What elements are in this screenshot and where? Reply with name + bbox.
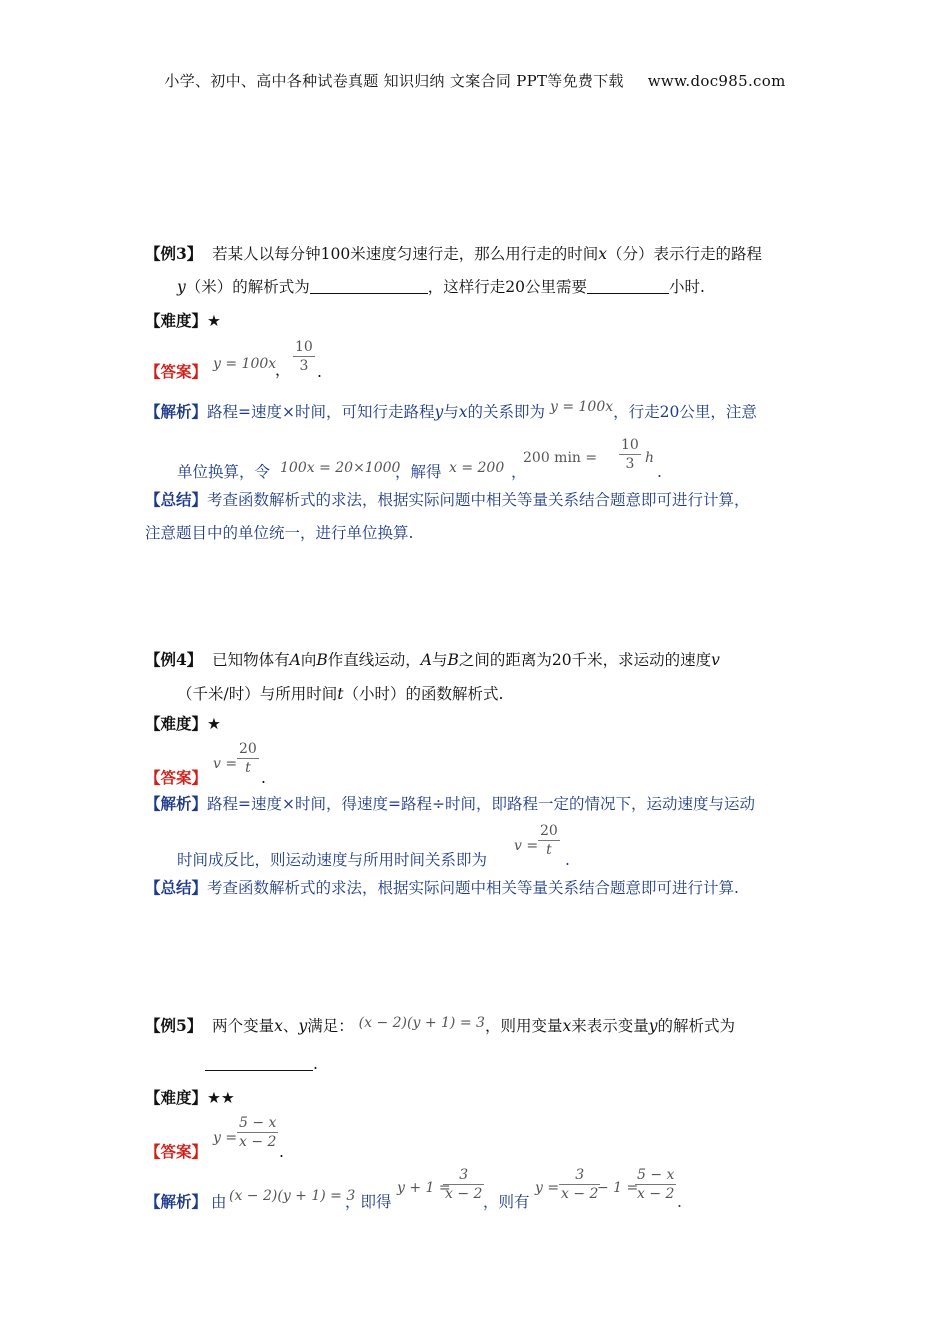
ex3-analysis-fraction: $\frac{10}{3}$ [621, 437, 639, 472]
ex4-analysis-label: 【解析】 [145, 794, 208, 813]
ex5-blank [205, 1054, 313, 1071]
ex5-analysis-expr1: (x − 2)(y + 1) = 3 [229, 1188, 356, 1204]
ex3-difficulty [145, 309, 221, 333]
ex5-question-expr: (x − 2)(y + 1) = 3 [358, 1015, 485, 1031]
ex3-blank-1 [310, 277, 428, 294]
ex5-label: 【例5】 [145, 1016, 203, 1035]
ex5-answer-fraction: $\frac{5 - x}{x - 2}$ [239, 1115, 277, 1150]
ex5-difficulty-stars: ★★ [207, 1089, 235, 1107]
ex3-answer-label: 【答案】 [145, 362, 208, 381]
ex3-analysis-line1: 【解析】路程=速度×时间，可知行走路程y与x的关系即为 y = 100x，行走20公里，注意 [145, 399, 757, 421]
ex5-answer-label: 【答案】 [145, 1142, 208, 1161]
page-header [0, 70, 950, 91]
ex3-answer-end: . [317, 363, 322, 381]
ex3-answer-fraction: $\frac{10}{3}$ [295, 339, 313, 374]
ex4-difficulty [145, 712, 221, 736]
ex3-question-line2 [177, 275, 705, 299]
ex4-summary-label: 【总结】 [145, 878, 208, 897]
ex5-question-line1: 【例5】 两个变量x、y满足： (x − 2)(y + 1) = 3，则用变量x来表示变量y的解析式为 [145, 1015, 735, 1035]
ex3-q1: 若某人以每分钟100米速度匀速行走，那么用行走的时间 [212, 245, 599, 263]
ex4-summary: 【总结】考查函数解析式的求法，根据实际问题中相关等量关系结合题意即可进行计算. [145, 878, 739, 897]
ex5-difficulty [145, 1086, 235, 1110]
ex3-analysis-expr-sol: x = 200 [449, 460, 505, 476]
ex3-summary-label: 【总结】 [145, 490, 208, 509]
ex3-q2b: ，这样行走20公里需要 [427, 278, 588, 296]
ex3-var-x: x [598, 245, 607, 263]
ex5-question-line2: . [205, 1052, 318, 1076]
ex5-analysis-fraction1: $\frac{3}{x - 2}$ [445, 1167, 483, 1202]
ex3-q2c: 小时. [669, 278, 705, 296]
ex3-var-y: y [177, 278, 186, 296]
ex3-q2a: （米）的解析式为 [185, 278, 310, 296]
ex3-analysis-expr: y = 100x [549, 399, 614, 415]
ex3-summary-line1: 【总结】考查函数解析式的求法，根据实际问题中相关等量关系结合题意即可进行计算， [145, 490, 750, 509]
ex4-answer-fraction: $\frac{20}{t}$ [239, 741, 257, 776]
ex3-answer-sep: ， [275, 361, 291, 379]
ex3-difficulty-stars: ★ [207, 312, 221, 330]
ex3-label: 【例3】 [145, 244, 203, 263]
ex5-analysis-fraction3: $\frac{5 - x}{x - 2}$ [637, 1167, 675, 1202]
ex3-q1-unit: （分）表示行走的路程 [607, 245, 763, 263]
ex4-difficulty-label: 【难度】 [145, 714, 208, 733]
ex5-analysis-expr3: y = [535, 1180, 560, 1196]
header-site: www.doc985.com [647, 72, 786, 90]
header-text: 小学、初中、高中各种试卷真题 知识归纳 文案合同 PPT等免费下载 [164, 72, 624, 90]
ex3-analysis-label: 【解析】 [145, 402, 208, 421]
ex5-analysis-fraction2: $\frac{3}{x - 2}$ [561, 1167, 599, 1202]
ex4-analysis-fraction: $\frac{20}{t}$ [540, 823, 558, 858]
ex4-difficulty-stars: ★ [207, 715, 221, 733]
ex3-analysis-expr-eq: 100x = 20×1000 [280, 460, 401, 476]
ex4-analysis-line1: 【解析】路程=速度×时间，得速度=路程÷时间，即路程一定的情况下，运动速度与运动 [145, 794, 755, 813]
ex3-difficulty-label: 【难度】 [145, 311, 208, 330]
ex5-analysis-label: 【解析】 [145, 1192, 208, 1211]
ex4-answer-label: 【答案】 [145, 768, 208, 787]
ex3-answer-expr: y = 100x [213, 356, 277, 372]
ex5-analysis-expr2: y + 1 = [397, 1180, 451, 1196]
ex4-question-line2: （千米/时）与所用时间t（小时）的函数解析式. [177, 685, 504, 703]
ex3-blank-2 [587, 277, 669, 294]
ex4-question-line1: 【例4】 已知物体有A向B作直线运动，A与B之间的距离为20千米，求运动的速度v [145, 650, 720, 669]
ex4-label: 【例4】 [145, 650, 203, 669]
ex3-summary-line2: 注意题目中的单位统一，进行单位换算. [145, 524, 414, 542]
ex3-question-line1 [145, 242, 762, 266]
ex5-difficulty-label: 【难度】 [145, 1088, 208, 1107]
ex3-analysis-expr-min: 200 min = [523, 450, 598, 466]
